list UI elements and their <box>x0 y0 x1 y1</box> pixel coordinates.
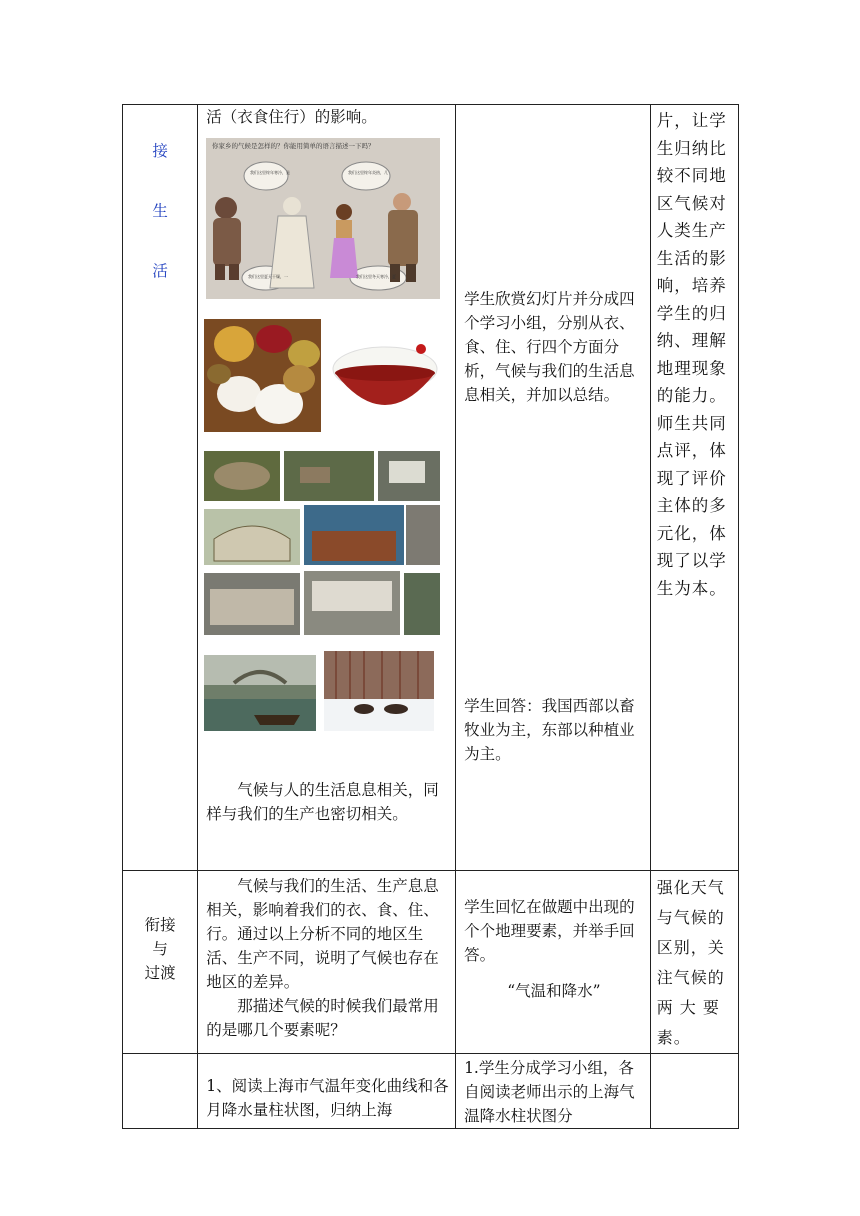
table-row <box>123 105 739 871</box>
content-text: 1、阅读上海市气温年变化曲线和各月降水量柱状图，归纳上海 <box>206 1077 449 1119</box>
stage-label: 衔接 <box>144 916 176 934</box>
stage-label: 与 <box>152 940 168 958</box>
speech-bubble-text: 我们这里夏天干燥，一 <box>248 274 289 279</box>
content-text: 活（衣食住行）的影响。 <box>206 108 377 126</box>
snow-horse-sled-photo <box>324 651 434 731</box>
table-row <box>123 1054 739 1129</box>
lesson-plan-table <box>122 104 739 1129</box>
design-intent-cell <box>650 1054 738 1129</box>
content-text: 气候与我们的生活、生产息息相关，影响着我们的衣、食、住、行。通过以上分析不同的地区生活、生产不同，说明了气候也存在地区的差异。 <box>206 877 439 991</box>
content-text: 那描述气候的时候我们最常用的是哪几个要素呢？ <box>206 997 439 1039</box>
student-activity-cell <box>456 105 651 871</box>
housing-collage <box>204 451 440 641</box>
rice-bowl-photo <box>329 327 441 421</box>
speech-bubble-text: 我们这里终年炎热，几 <box>348 170 389 175</box>
design-text: 片，让学生归纳比较不同地区气候对人类生产生活的影响，培养学生的归纳、理解地理现象的能力。师生共同点评，体现了评价主体的多元化，体现了以学生为本。 <box>656 111 727 598</box>
water-town-image <box>204 655 316 731</box>
speech-bubble-text: 我们这里冬天寒冷，夏 <box>356 274 397 279</box>
student-text: 学生回答：我国西部以畜牧业为主，东部以种植业为主。 <box>464 697 635 763</box>
stage-char: 活 <box>152 262 168 280</box>
stage-cell <box>123 105 198 871</box>
stage-char: 接 <box>152 142 168 160</box>
stage-char: 生 <box>152 202 168 220</box>
content-cell <box>198 871 456 1054</box>
illus-header: 你家乡的气候是怎样的？你能用简单的语言描述一下吗？ <box>212 142 375 150</box>
student-activity-cell <box>456 1054 651 1129</box>
table-row <box>123 871 739 1054</box>
fruit-bread-photo <box>204 319 321 432</box>
rice-bowl-image <box>329 327 441 421</box>
people-drawing <box>206 138 440 299</box>
content-cell <box>198 105 456 871</box>
student-text: 1.学生分成学习小组，各自阅读老师出示的上海气温降水柱状图分 <box>464 1059 635 1125</box>
stage-cell <box>123 871 198 1054</box>
student-text: “气温和降水” <box>507 982 601 1000</box>
stage-label: 过渡 <box>144 964 176 982</box>
student-text: 学生回忆在做题中出现的个个地理要素，并举手回答。 <box>464 898 635 964</box>
student-activity-cell <box>456 871 651 1054</box>
water-town-boat-photo <box>204 655 316 731</box>
design-intent-cell <box>650 871 738 1054</box>
speech-bubble-text: 我们这里终年寒冷，是 <box>250 170 291 175</box>
fruit-bread-image <box>204 319 321 432</box>
content-cell <box>198 1054 456 1129</box>
design-intent-cell <box>650 105 738 871</box>
housing-collage-image <box>204 451 440 641</box>
content-text: 气候与人的生活息息相关，同样与我们的生产也密切相关。 <box>206 781 439 823</box>
design-text: 强化天气与气候的区别，关注气候的两 大 要素。 <box>656 878 725 1047</box>
student-text: 学生欣赏幻灯片并分成四个学习小组，分别从衣、食、住、行四个方面分析，气候与我们的生活息息相关，并加以总结。 <box>464 290 635 404</box>
climate-people-illustration <box>206 138 440 299</box>
stage-cell <box>123 1054 198 1129</box>
snow-sled-image <box>324 651 434 731</box>
